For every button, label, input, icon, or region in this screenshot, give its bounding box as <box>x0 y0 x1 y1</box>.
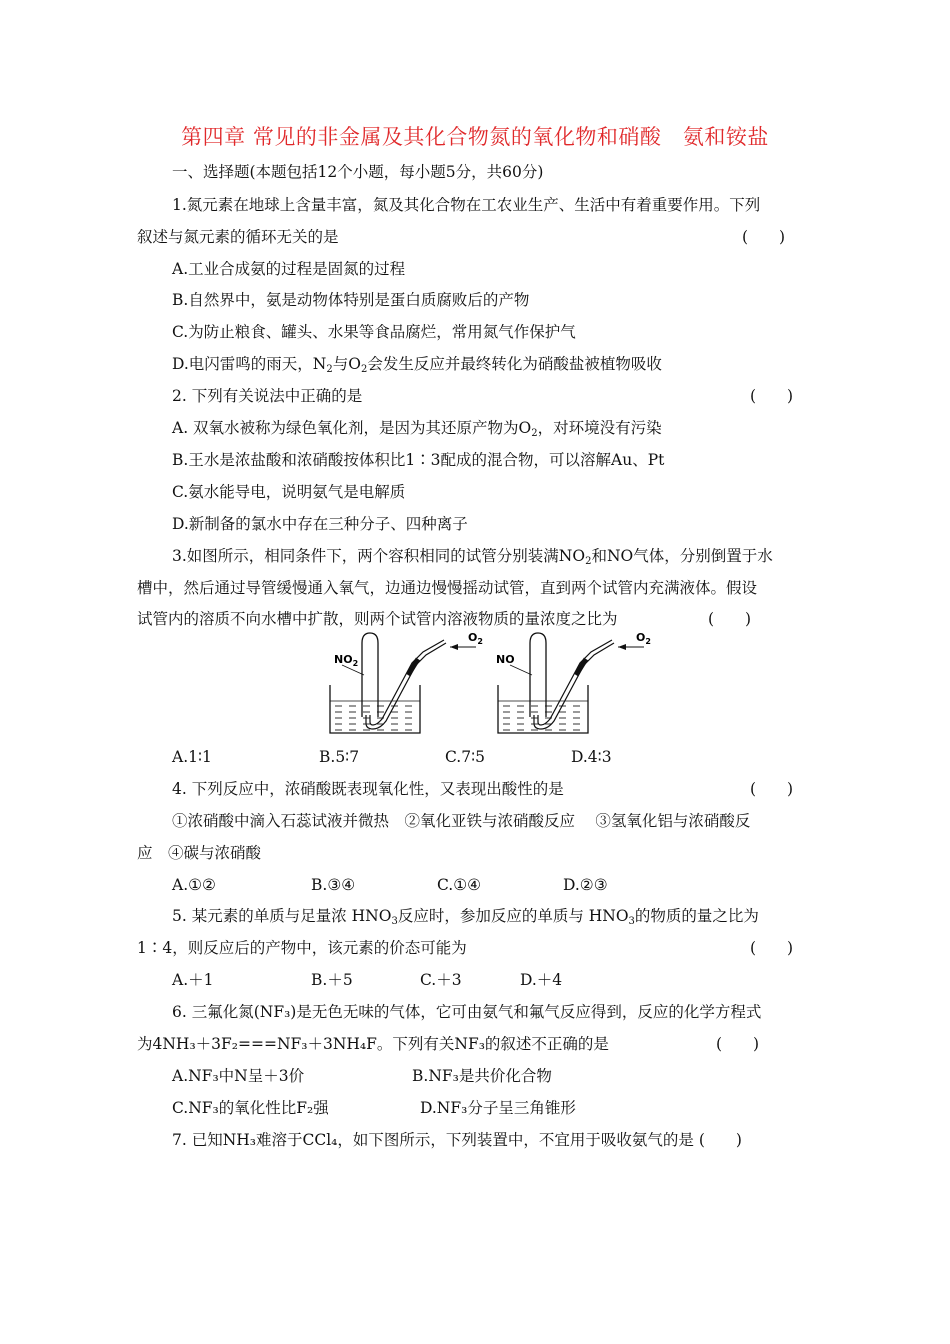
q4-option-c: C.①④ <box>437 876 482 894</box>
q5-stem-line2: 1∶4，则反应后的产物中，该元素的价态可能为 <box>137 939 467 957</box>
q6-option-d: D.NF₃分子呈三角锥形 <box>420 1099 576 1117</box>
left-gas-label: $NO_2$ <box>334 653 359 668</box>
q3-option-c: C.7∶5 <box>445 748 485 766</box>
q3-option-d: D.4∶3 <box>571 748 612 766</box>
q3-option-b: B.5∶7 <box>319 748 360 766</box>
q4-items-line2: 应 ④碳与浓硝酸 <box>137 844 262 862</box>
q4-items-line1: ①浓硝酸中滴入石蕊试液并微热 ②氧化亚铁与浓硝酸反应 ③氢氧化铝与浓硝酸反 <box>172 812 751 830</box>
q5-answer-blank: ( ) <box>750 939 794 957</box>
left-apparatus <box>330 631 483 733</box>
q4-option-d: D.②③ <box>563 876 608 894</box>
q3-stem-line2: 槽中，然后通过导管缓慢通入氧气，边通边慢慢摇动试管，直到两个试管内充满液体。假设 <box>137 579 758 597</box>
q4-option-b: B.③④ <box>311 876 356 894</box>
q5-option-c: C.＋3 <box>420 971 462 989</box>
q6-answer-blank: ( ) <box>716 1035 760 1053</box>
q4-answer-blank: ( ) <box>750 780 794 798</box>
q2-option-a: A. 双氧水被称为绿色氧化剂，是因为其还原产物为$O_2$，对环境没有污染 <box>172 419 662 439</box>
q6-option-b: B.NF₃是共价化合物 <box>412 1067 552 1085</box>
q3-apparatus-figure <box>320 625 660 743</box>
q5-stem-line1: 5. 某元素的单质与足量浓 $HNO_3$反应时，参加反应的单质与 $HNO_3$的物质的量之比为 <box>172 907 759 927</box>
q4-option-a: A.①② <box>172 876 216 894</box>
q2-stem: 2. 下列有关说法中正确的是 <box>172 387 363 405</box>
q5-option-a: A.＋1 <box>172 971 214 989</box>
q1-stem-line1: 1.氮元素在地球上含量丰富，氮及其化合物在工农业生产、生活中有着重要作用。下列 <box>172 196 761 214</box>
q4-stem: 4. 下列反应中，浓硝酸既表现氧化性，又表现出酸性的是 <box>172 780 564 798</box>
q3-stem-line3: 试管内的溶质不向水槽中扩散，则两个试管内溶液物质的量浓度之比为 <box>137 610 618 628</box>
q2-option-d: D.新制备的氯水中存在三种分子、四种离子 <box>172 515 468 533</box>
page-title: 第四章 常见的非金属及其化合物氮的氧化物和硝酸 氨和铵盐 <box>181 125 769 149</box>
q1-answer-blank: ( ) <box>742 228 786 246</box>
right-apparatus <box>496 631 651 733</box>
right-o2-label: $O_2$ <box>636 631 651 646</box>
q3-answer-blank: ( ) <box>708 610 752 628</box>
q1-option-a: A.工业合成氨的过程是固氮的过程 <box>172 260 406 278</box>
q3-option-a: A.1∶1 <box>172 748 212 766</box>
q6-option-c: C.NF₃的氧化性比F₂强 <box>172 1099 329 1117</box>
q1-stem-line2: 叙述与氮元素的循环无关的是 <box>137 228 339 246</box>
q6-stem-line1: 6. 三氟化氮(NF₃)是无色无味的气体，它可由氨气和氟气反应得到，反应的化学方程式 <box>172 1003 762 1021</box>
q1-option-c: C.为防止粮食、罐头、水果等食品腐烂，常用氮气作保护气 <box>172 323 576 341</box>
q5-option-b: B.＋5 <box>311 971 353 989</box>
q1-option-b: B.自然界中，氨是动物体特别是蛋白质腐败后的产物 <box>172 291 530 309</box>
right-gas-label: NO <box>496 653 515 666</box>
q2-answer-blank: ( ) <box>750 387 794 405</box>
left-o2-label: $O_2$ <box>468 631 483 646</box>
q7-stem: 7. 已知NH₃难溶于CCl₄，如下图所示，下列装置中，不宜用于吸收氨气的是 ( ) <box>172 1131 742 1149</box>
q3-stem-line1: 3.如图所示，相同条件下，两个容积相同的试管分别装满$NO_2$和NO气体，分别倒置于水 <box>172 547 773 567</box>
q2-option-b: B.王水是浓盐酸和浓硝酸按体积比1∶3配成的混合物，可以溶解Au、Pt <box>172 451 665 469</box>
q5-option-d: D.＋4 <box>520 971 563 989</box>
q1-option-d: D.电闪雷鸣的雨天，$N_2$与$O_2$会发生反应并最终转化为硝酸盐被植物吸收 <box>172 355 662 375</box>
q2-option-c: C.氨水能导电，说明氨气是电解质 <box>172 483 406 501</box>
q6-option-a: A.NF₃中N呈＋3价 <box>172 1067 305 1085</box>
section-heading: 一、选择题(本题包括12个小题，每小题5分，共60分) <box>172 163 544 181</box>
q6-stem-line2: 为4NH₃＋3F₂===NF₃＋3NH₄F。下列有关NF₃的叙述不正确的是 <box>137 1035 609 1053</box>
